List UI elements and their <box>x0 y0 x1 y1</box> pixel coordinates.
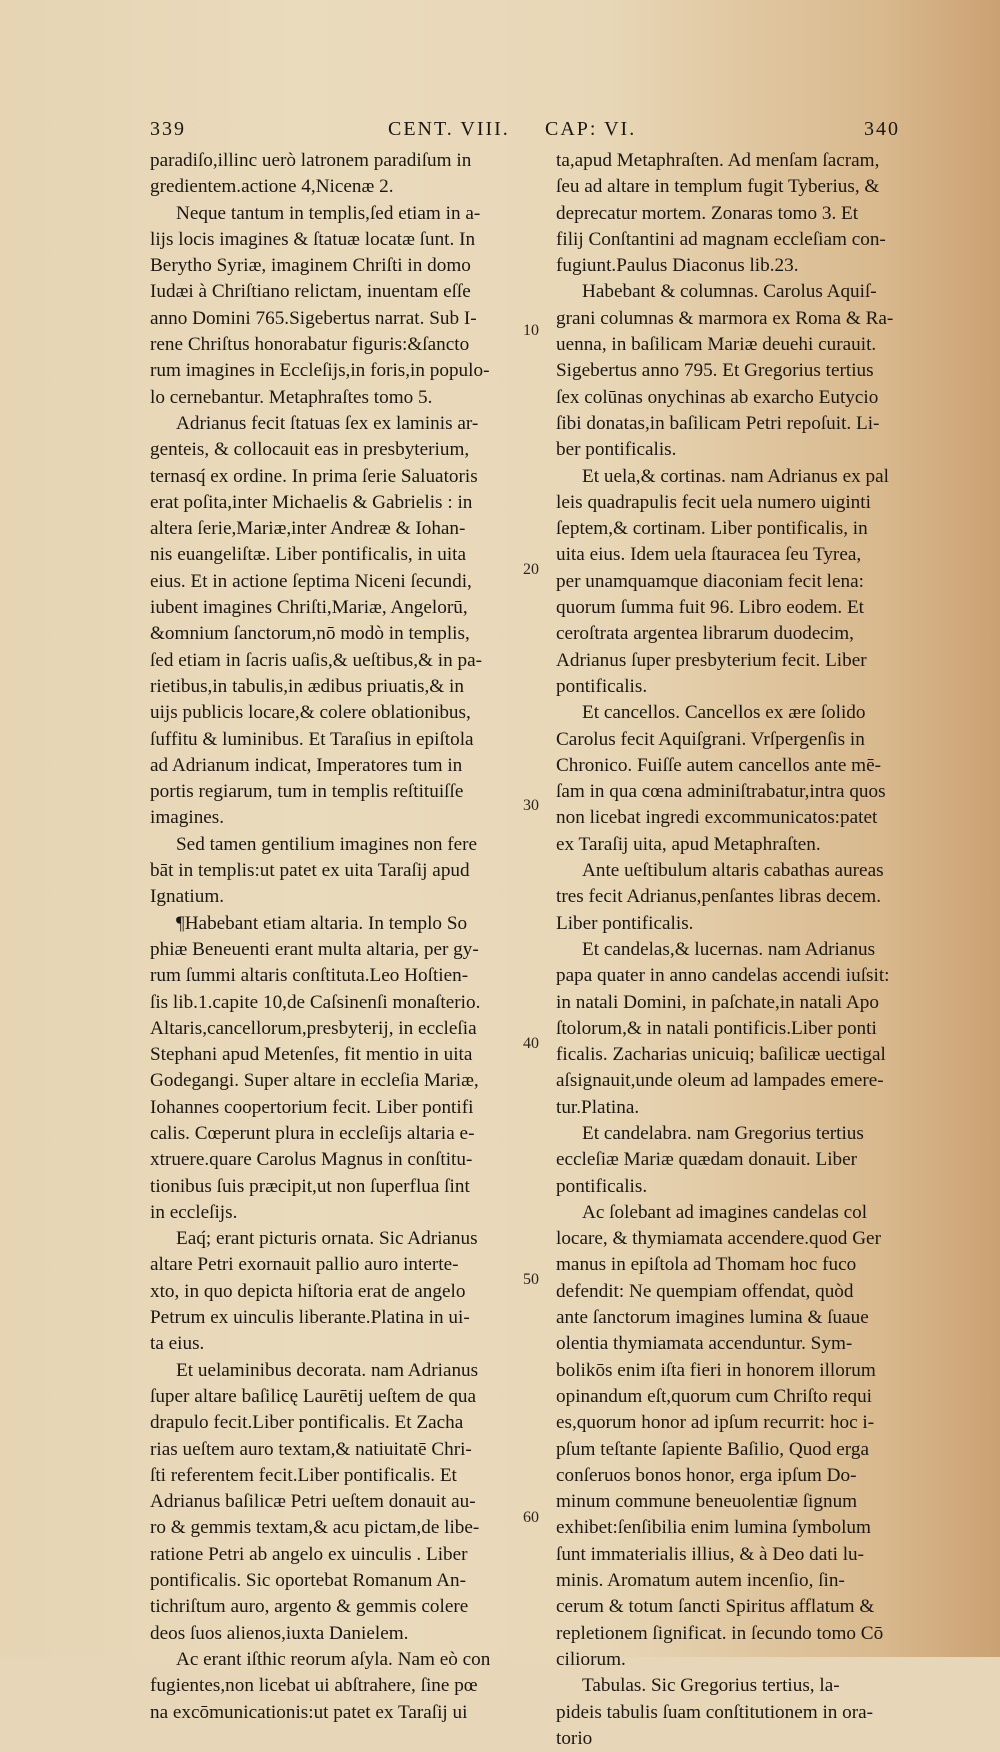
text-line: erat poſita,inter Michaelis & Gabrielis : in <box>150 491 473 513</box>
text-line: imagines. <box>150 807 225 829</box>
text-line: ſibi donatas,in baſilicam Petri repoſuit. Li- <box>556 412 880 434</box>
text-line: ſti referentem fecit.Liber pontificalis. Et <box>150 1464 457 1486</box>
text-line: bolikōs enim iſta fieri in honorem illorum <box>556 1359 876 1381</box>
text-line: Liber pontificalis. <box>556 912 694 934</box>
text-line: Sed tamen gentilium imagines non fere <box>176 833 478 855</box>
text-line: ta,apud Metaphraſten. Ad menſam ſacram, <box>556 150 880 171</box>
text-line: rene Chriſtus honorabatur figuris:&ſancto <box>150 334 470 356</box>
text-line: Adrianus ſuper presbyterium fecit. Liber <box>556 649 867 671</box>
text-line: deprecatur mortem. Zonaras tomo 3. Et <box>556 202 859 224</box>
text-line: minis. Aromatum autem incenſio, ſin- <box>556 1570 845 1592</box>
text-line: Altaris,cancellorum,presbyterij, in eccleſia <box>150 1017 477 1039</box>
text-line: tionibus ſuis præcipit,ut non ſuperflua ſint <box>150 1175 470 1197</box>
text-line: portis regiarum, tum in templis reſtituiſſe <box>150 781 464 803</box>
text-line: Tabulas. Sic Gregorius tertius, la- <box>582 1675 840 1697</box>
right-text-column <box>556 148 906 1752</box>
text-line: ¶Habebant etiam altaria. In templo So <box>176 912 468 934</box>
text-line: Ac erant iſthic reorum aſyla. Nam eò con <box>176 1648 491 1670</box>
line-number-marker: 20 <box>523 561 539 578</box>
text-line: ſuffitu & luminibus. Et Taraſius in epiſtola <box>150 728 474 750</box>
text-line: ro & gemmis textam,& acu pictam,de libe- <box>150 1517 480 1539</box>
text-line: Neque tantum in templis,ſed etiam in a- <box>176 202 481 224</box>
text-line: repletionem ſignificat. in ſecundo tomo Cō <box>556 1622 884 1644</box>
text-line: altare Petri exornauit pallio auro interte- <box>150 1254 459 1276</box>
text-line: deos ſuos alienos,iuxta Danielem. <box>150 1622 409 1644</box>
text-line: drapulo fecit.Liber pontificalis. Et Zacha <box>150 1412 464 1434</box>
line-number-marker: 30 <box>523 797 539 814</box>
text-line: rum imagines in Eccleſijs,in foris,in populo- <box>150 360 490 382</box>
text-line: Carolus fecit Aquiſgrani. Vrſpergenſis in <box>556 728 865 750</box>
text-line: non licebat ingredi excommunicatos:patet <box>556 807 878 829</box>
text-line: ſam in qua cœna adminiſtrabatur,intra quos <box>556 781 886 803</box>
text-line: minum commune beneuolentiæ ſignum <box>556 1491 858 1513</box>
text-line: Ac ſolebant ad imagines candelas col <box>582 1201 868 1223</box>
text-line: gredientem.actione 4,Nicenæ 2. <box>150 176 394 198</box>
text-line: rias ueſtem auro textam,& natiuitatē Chri- <box>150 1438 472 1460</box>
text-line: ratione Petri ab angelo ex uinculis . Liber <box>150 1543 468 1565</box>
text-line: fugientes,non licebat ui abſtrahere, ſine pœ <box>150 1675 478 1697</box>
text-line: Berytho Syriæ, imaginem Chriſti in domo <box>150 255 471 277</box>
text-line: ſed etiam in ſacris uaſis,& ueſtibus,& in pa- <box>150 649 482 671</box>
text-line: ſunt immaterialis illius, & à Deo dati lu- <box>556 1543 865 1565</box>
text-line: Sigebertus anno 795. Et Gregorius tertius <box>556 360 874 382</box>
page-header <box>150 118 900 148</box>
text-line: &omnium ſanctorum,nō modò in templis, <box>150 623 470 645</box>
text-line: lo cernebantur. Metaphraſtes tomo 5. <box>150 386 433 408</box>
text-line: lijs locis imagines & ſtatuæ locatæ ſunt. In <box>150 228 476 250</box>
text-line: tur.Platina. <box>556 1096 640 1118</box>
text-line: Chronico. Fuiſſe autem cancellos ante mē- <box>556 754 882 776</box>
line-number-marker: 10 <box>523 322 539 339</box>
text-line: ſeptem,& cortinam. Liber pontificalis, in <box>556 518 868 540</box>
text-line: ceroſtrata argentea librarum duodecim, <box>556 623 854 645</box>
text-line: locare, & thymiamata accendere.quod Ger <box>556 1228 881 1250</box>
text-line: tichriſtum auro, argento & gemmis colere <box>150 1596 469 1618</box>
text-line: Et uelaminibus decorata. nam Adrianus <box>176 1359 479 1381</box>
text-line: ta eius. <box>150 1333 205 1355</box>
text-line: Eaq́; erant picturis ornata. Sic Adrianus <box>176 1228 478 1250</box>
text-line: iubent imagines Chriſti,Mariæ, Angelorū, <box>150 597 468 619</box>
running-head-chapter: CAP: VI. <box>545 118 637 140</box>
text-line: Iohannes coopertorium fecit. Liber pontifi <box>150 1096 474 1118</box>
text-line: Et uela,& cortinas. nam Adrianus ex pal <box>582 465 889 487</box>
text-line: in natali Domini, in paſchate,in natali Apo <box>556 991 879 1013</box>
text-line: altera ſerie,Mariæ,inter Andreæ & Iohan- <box>150 518 466 540</box>
text-line: Ante ueſtibulum altaris cabathas aureas <box>582 860 884 882</box>
text-line: per unamquamque diaconiam fecit lena: <box>556 570 864 592</box>
text-line: uenna, in baſilicam Mariæ deuehi curauit. <box>556 334 877 356</box>
running-head-century: CENT. VIII. <box>388 118 510 140</box>
text-line: xto, in quo depicta hiſtoria erat de angelo <box>150 1280 466 1302</box>
text-line: opinandum eſt,quorum cum Chriſto requi <box>556 1385 873 1407</box>
text-line: pideis tabulis ſuam conſtitutionem in ora- <box>556 1701 874 1723</box>
line-number-marker: 40 <box>523 1035 539 1052</box>
line-number-marker: 50 <box>523 1271 539 1288</box>
text-line: ad Adrianum indicat, Imperatores tum in <box>150 754 463 776</box>
text-line: ſex colūnas onychinas ab exarcho Eutycio <box>556 386 879 408</box>
text-line: bāt in templis:ut patet ex uita Taraſij apud <box>150 860 470 882</box>
text-line: conſeruos bonos honor, erga ipſum Do- <box>556 1464 857 1486</box>
text-line: aſsignauit,unde oleum ad lampades emere- <box>556 1070 884 1092</box>
text-line: ficalis. Zacharias unicuiq; baſilicæ uectigal <box>556 1044 886 1066</box>
text-line: uita eius. Idem uela ſtauracea ſeu Tyrea, <box>556 544 862 566</box>
text-line: ternasq́ ex ordine. In prima ſerie Saluatoris <box>150 465 478 487</box>
text-line: Et candelabra. nam Gregorius tertius <box>582 1122 864 1144</box>
text-line: ciliorum. <box>556 1648 626 1670</box>
text-line: ber pontificalis. <box>556 439 677 461</box>
text-line: ſis lib.1.capite 10,de Caſsinenſi monaſterio. <box>150 991 481 1013</box>
text-line: paradiſo,illinc uerò latronem paradiſum in <box>150 150 472 171</box>
text-line: Adrianus baſilicæ Petri ueſtem donauit au- <box>150 1491 476 1513</box>
text-line: es,quorum honor ad ipſum recurrit: hoc i- <box>556 1412 875 1434</box>
text-line: leis quadrapulis fecit uela numero uiginti <box>556 491 871 513</box>
text-line: exhibet:ſenſibilia enim lumina ſymbolum <box>556 1517 871 1539</box>
text-line: phiæ Beneuenti erant multa altaria, per gy- <box>150 938 479 960</box>
line-number-marker: 60 <box>523 1509 539 1526</box>
text-line: defendit: Ne quempiam offendat, quòd <box>556 1280 854 1302</box>
page-number-right: 340 <box>864 118 900 140</box>
text-line: fugiunt.Paulus Diaconus lib.23. <box>556 255 799 277</box>
text-line: calis. Cœperunt plura in eccleſijs altaria e- <box>150 1122 475 1144</box>
text-line: pſum teſtante ſapiente Baſilio, Quod erga <box>556 1438 869 1460</box>
text-line: rum ſummi altaris conſtituta.Leo Hoſtien- <box>150 965 469 987</box>
text-line: torio <box>556 1727 593 1749</box>
text-line: genteis, & collocauit eas in presbyterium, <box>150 439 470 461</box>
text-line: rietibus,in tabulis,in ædibus priuatis,& in <box>150 675 464 697</box>
left-text-column <box>150 148 535 1726</box>
text-line: in eccleſijs. <box>150 1201 238 1223</box>
text-line: Stephani apud Metenſes, fit mentio in uita <box>150 1044 473 1066</box>
text-line: olentia thymiamata accenduntur. Sym- <box>556 1333 853 1355</box>
text-line: ſuper altare baſilicę Laurētij ueſtem de qua <box>150 1385 477 1407</box>
text-line: nis euangeliſtæ. Liber pontificalis, in uita <box>150 544 466 566</box>
page-number-left: 339 <box>150 118 186 140</box>
text-line: Godegangi. Super altare in eccleſia Mariæ, <box>150 1070 479 1092</box>
text-line: pontificalis. Sic oportebat Romanum An- <box>150 1570 467 1592</box>
text-line: Ignatium. <box>150 886 225 908</box>
text-line: ſtolorum,& in natali pontificis.Liber ponti <box>556 1017 877 1039</box>
text-line: papa quater in anno candelas accendi iuſsit: <box>556 965 890 987</box>
text-line: pontificalis. <box>556 1175 648 1197</box>
text-line: filij Conſtantini ad magnam eccleſiam con- <box>556 228 886 250</box>
text-line: tres fecit Adrianus,penſantes libras decem. <box>556 886 882 908</box>
text-line: na excōmunicationis:ut patet ex Taraſij ui <box>150 1701 468 1723</box>
text-line: Petrum ex uinculis liberante.Platina in ui- <box>150 1307 470 1329</box>
text-line: ex Taraſij uita, apud Metaphraſten. <box>556 833 821 855</box>
text-line: pontificalis. <box>556 675 648 697</box>
text-line: ante ſanctorum imagines lumina & ſuaue <box>556 1307 869 1329</box>
text-line: grani columnas & marmora ex Roma & Ra- <box>556 307 894 329</box>
text-line: Habebant & columnas. Carolus Aquiſ- <box>582 281 877 303</box>
text-line: Et cancellos. Cancellos ex ære ſolido <box>582 702 866 724</box>
text-line: anno Domini 765.Sigebertus narrat. Sub I- <box>150 307 477 329</box>
text-line: Et candelas,& lucernas. nam Adrianus <box>582 938 876 960</box>
text-line: eccleſiæ Mariæ quædam donauit. Liber <box>556 1149 858 1171</box>
text-line: ſeu ad altare in templum fugit Tyberius, & <box>556 176 880 198</box>
text-line: manus in epiſtola ad Thomam hoc fuco <box>556 1254 857 1276</box>
text-line: uijs publicis locare,& colere oblationibus, <box>150 702 471 724</box>
text-line: quorum ſumma fuit 96. Libro eodem. Et <box>556 597 865 619</box>
text-line: Iudæi à Chriſtiano relictam, inuentam eſſe <box>150 281 471 303</box>
text-line: cerum & totum ſancti Spiritus afflatum & <box>556 1596 875 1618</box>
text-line: Adrianus fecit ſtatuas ſex ex laminis ar- <box>176 412 479 434</box>
text-line: eius. Et in actione ſeptima Niceni ſecundi, <box>150 570 472 592</box>
text-line: xtruere.quare Carolus Magnus in conſtitu- <box>150 1149 473 1171</box>
